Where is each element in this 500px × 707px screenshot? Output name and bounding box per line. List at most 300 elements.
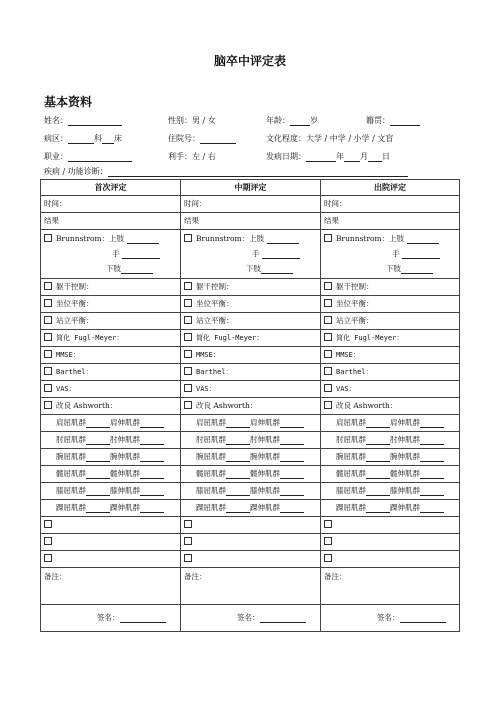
onset-date-field[interactable] (266, 152, 390, 162)
fill-blank[interactable] (420, 487, 444, 496)
form-title: 脑卒中评定表 (213, 54, 286, 68)
item-row-5-midterm-cell[interactable] (181, 364, 321, 381)
muscle-row-0-initial-cell[interactable] (41, 415, 181, 432)
item-row-4-initial-cell[interactable] (41, 347, 181, 364)
fill-blank[interactable] (366, 487, 390, 496)
muscle-row-1-midterm-cell[interactable] (181, 432, 321, 449)
brunnstrom-hand (324, 249, 459, 259)
fill-blank[interactable] (86, 487, 110, 496)
checkbox[interactable] (324, 234, 332, 242)
blank-row-0-midterm-cell[interactable] (181, 517, 321, 534)
fill-blank[interactable] (127, 235, 159, 244)
muscle-pair (324, 435, 444, 444)
blank-row-2-midterm-cell[interactable] (181, 551, 321, 568)
muscle-pair (184, 503, 304, 512)
occupation-blank[interactable] (68, 153, 132, 162)
occupation-label: 职业： (44, 152, 68, 161)
muscle-row-4 (41, 483, 460, 500)
fill-blank[interactable] (260, 614, 306, 623)
checkbox[interactable] (184, 367, 192, 375)
muscle-row-5-discharge-cell[interactable] (321, 500, 460, 517)
remark-row-midterm-cell[interactable] (181, 568, 321, 605)
item-row-2-initial-cell[interactable] (41, 313, 181, 330)
item-label: 坐位平衡： (336, 299, 374, 308)
item-row-2-midterm-cell[interactable] (181, 313, 321, 330)
extensor-label: 肩伸肌群 (390, 418, 420, 427)
item-row-1 (41, 296, 460, 313)
result-row-midterm-cell[interactable] (181, 213, 321, 230)
blank-row-0-discharge-cell[interactable] (321, 517, 460, 534)
checkbox[interactable] (44, 350, 52, 358)
brunnstrom-label: Brunnstrom：上肢 (196, 234, 265, 243)
item-row-7 (41, 398, 460, 415)
checkbox[interactable] (184, 350, 192, 358)
fill-blank[interactable] (280, 453, 304, 462)
checkbox[interactable] (44, 234, 52, 242)
muscle-row-2-midterm-cell[interactable] (181, 449, 321, 466)
checkbox[interactable] (184, 333, 192, 341)
ward-bed-blank[interactable] (102, 135, 114, 144)
checkbox[interactable] (184, 520, 192, 528)
flexor-label: 踝屈肌群 (56, 503, 86, 512)
flexor-label: 髋屈肌群 (56, 469, 86, 478)
muscle-row-1-discharge-cell[interactable] (321, 432, 460, 449)
remark-label: 备注： (44, 572, 67, 581)
brunnstrom-label: Brunnstrom：上肢 (336, 234, 405, 243)
fill-blank[interactable] (226, 436, 250, 445)
extensor-label: 肩伸肌群 (250, 418, 280, 427)
fill-blank[interactable] (140, 419, 164, 428)
muscle-pair (44, 435, 164, 444)
item-row-3-midterm-cell[interactable] (181, 330, 321, 347)
checkbox[interactable] (44, 299, 52, 307)
fill-blank[interactable] (366, 504, 390, 513)
item-label: 坐位平衡： (196, 299, 234, 308)
result-row-discharge-cell[interactable] (321, 213, 460, 230)
fill-blank[interactable] (401, 265, 433, 274)
muscle-row-1-initial-cell[interactable] (41, 432, 181, 449)
hand-label: 手 (392, 249, 400, 258)
checkbox[interactable] (184, 234, 192, 242)
muscle-row-2-initial-cell[interactable] (41, 449, 181, 466)
year-label: 年 (336, 152, 344, 161)
muscle-row-0-midterm-cell[interactable] (181, 415, 321, 432)
fill-blank[interactable] (86, 504, 110, 513)
fill-blank[interactable] (86, 453, 110, 462)
item-row-6-discharge-cell[interactable] (321, 381, 460, 398)
extensor-label: 肘伸肌群 (390, 435, 420, 444)
brunnstrom-hand (44, 249, 180, 259)
fill-blank[interactable] (280, 419, 304, 428)
day-label: 日 (382, 152, 390, 161)
blank-row-1-discharge-cell[interactable] (321, 534, 460, 551)
fill-blank[interactable] (400, 614, 446, 623)
item-label: MMSE： (56, 351, 80, 359)
extensor-label: 踝伸肌群 (390, 503, 420, 512)
time-row (41, 196, 460, 213)
brunnstrom-row-initial-cell[interactable] (41, 230, 181, 279)
hand-label: 手 (112, 249, 120, 258)
checkbox[interactable] (324, 537, 332, 545)
fill-blank[interactable] (420, 504, 444, 513)
age-field[interactable] (266, 116, 318, 126)
education-label: 文化程度：大学 / 中学 / 小学 / 文盲 (266, 134, 394, 143)
item-row-1-discharge-cell[interactable] (321, 296, 460, 313)
item-row-1-initial-cell[interactable] (41, 296, 181, 313)
sign-label: 签名： (97, 613, 120, 622)
item-label: 简化 Fugl-Meyer： (56, 334, 124, 342)
sign-label: 签名： (377, 613, 400, 622)
checkbox[interactable] (184, 299, 192, 307)
muscle-row-3-discharge-cell[interactable] (321, 466, 460, 483)
muscle-row-2-discharge-cell[interactable] (321, 449, 460, 466)
time-row-initial-cell[interactable] (41, 196, 181, 213)
onset-day-blank[interactable] (368, 153, 382, 162)
fill-blank[interactable] (262, 250, 300, 259)
extensor-label: 肘伸肌群 (250, 435, 280, 444)
ward-bed: 床 (114, 134, 122, 143)
muscle-pair (184, 452, 304, 461)
gender-label: 性别：男 / 女 (168, 116, 216, 125)
item-row-0-discharge-cell[interactable] (321, 279, 460, 296)
time-label: 时间： (324, 199, 347, 208)
fill-blank[interactable] (280, 436, 304, 445)
item-row-7-initial-cell[interactable] (41, 398, 181, 415)
checkbox[interactable] (324, 401, 332, 409)
checkbox[interactable] (44, 537, 52, 545)
extensor-label: 腕伸肌群 (250, 452, 280, 461)
lower-label: 下肢 (246, 264, 261, 273)
muscle-pair (44, 418, 164, 427)
blank-row-0-initial-cell[interactable] (41, 517, 181, 534)
fill-blank[interactable] (402, 250, 440, 259)
fill-blank[interactable] (420, 419, 444, 428)
item-label: 改良 Ashworth： (336, 401, 398, 410)
checkbox[interactable] (324, 316, 332, 324)
ward-dept: 科 (94, 134, 102, 143)
fill-blank[interactable] (140, 470, 164, 479)
item-row-2 (41, 313, 460, 330)
item-row-4-midterm-cell[interactable] (181, 347, 321, 364)
brunnstrom-upper (44, 234, 180, 244)
item-label: 躯干控制： (336, 282, 374, 291)
checkbox[interactable] (324, 299, 332, 307)
blank-row-0 (41, 517, 460, 534)
time-label: 时间： (44, 199, 67, 208)
item-label: 躯干控制： (56, 282, 94, 291)
flexor-label: 腕屈肌群 (196, 452, 226, 461)
fill-blank[interactable] (140, 436, 164, 445)
fill-blank[interactable] (280, 487, 304, 496)
muscle-row-4-discharge-cell[interactable] (321, 483, 460, 500)
header-initial: 首次评定 (41, 180, 181, 196)
muscle-pair (184, 486, 304, 495)
extensor-label: 肩伸肌群 (110, 418, 140, 427)
item-row-3-initial-cell[interactable] (41, 330, 181, 347)
item-label: MMSE： (336, 351, 360, 359)
checkbox[interactable] (44, 316, 52, 324)
fill-blank[interactable] (420, 453, 444, 462)
brunnstrom-upper (184, 234, 320, 244)
fill-blank[interactable] (86, 470, 110, 479)
extensor-label: 肘伸肌群 (110, 435, 140, 444)
fill-blank[interactable] (121, 265, 153, 274)
flexor-label: 踝屈肌群 (196, 503, 226, 512)
onset-label: 发病日期： (266, 152, 306, 161)
item-row-0-initial-cell[interactable] (41, 279, 181, 296)
blank-row-1-midterm-cell[interactable] (181, 534, 321, 551)
item-label: VAS： (336, 385, 356, 393)
admission-label: 住院号： (168, 134, 200, 143)
muscle-pair (184, 418, 304, 427)
fill-blank[interactable] (120, 614, 166, 623)
diagnosis-label: 疾病 / 功能诊断： (44, 167, 108, 176)
name-field[interactable] (44, 116, 122, 126)
name-label: 姓名： (44, 116, 68, 125)
sign-field[interactable] (324, 613, 459, 623)
fill-blank[interactable] (280, 504, 304, 513)
remark-row-initial-cell[interactable] (41, 568, 181, 605)
checkbox[interactable] (44, 554, 52, 562)
flexor-label: 肘屈肌群 (336, 435, 366, 444)
time-row-midterm-cell[interactable] (181, 196, 321, 213)
onset-month-blank[interactable] (344, 153, 360, 162)
muscle-row-2 (41, 449, 460, 466)
result-row-initial-cell[interactable] (41, 213, 181, 230)
checkbox[interactable] (44, 333, 52, 341)
brunnstrom-lower (324, 264, 459, 274)
muscle-pair (184, 435, 304, 444)
fill-blank[interactable] (140, 487, 164, 496)
fill-blank[interactable] (140, 504, 164, 513)
muscle-pair (324, 452, 444, 461)
age-unit: 岁 (310, 116, 318, 125)
extensor-label: 髋伸肌群 (390, 469, 420, 478)
ward-field[interactable] (44, 134, 122, 144)
item-row-5-initial-cell[interactable] (41, 364, 181, 381)
fill-blank[interactable] (407, 235, 439, 244)
muscle-pair (324, 486, 444, 495)
header-midterm: 中期评定 (181, 180, 321, 196)
item-row-6-initial-cell[interactable] (41, 381, 181, 398)
occupation-field[interactable] (44, 152, 132, 162)
muscle-row-4-midterm-cell[interactable] (181, 483, 321, 500)
item-row-0-midterm-cell[interactable] (181, 279, 321, 296)
item-label: VAS： (56, 385, 76, 393)
checkbox[interactable] (324, 384, 332, 392)
muscle-row-5-midterm-cell[interactable] (181, 500, 321, 517)
hand-label: 手 (252, 249, 260, 258)
blank-row-1-initial-cell[interactable] (41, 534, 181, 551)
fill-blank[interactable] (226, 504, 250, 513)
checkbox[interactable] (324, 350, 332, 358)
fill-blank[interactable] (226, 470, 250, 479)
remark-label: 备注： (184, 572, 207, 581)
checkbox[interactable] (324, 520, 332, 528)
fill-blank[interactable] (366, 453, 390, 462)
fill-blank[interactable] (280, 470, 304, 479)
assessment-table (40, 179, 460, 632)
lower-label: 下肢 (386, 264, 401, 273)
native-field[interactable] (366, 116, 420, 126)
diagnosis-field[interactable] (44, 167, 408, 177)
remark-row (41, 568, 460, 605)
blank-row-2-discharge-cell[interactable] (321, 551, 460, 568)
flexor-label: 腕屈肌群 (336, 452, 366, 461)
brunnstrom-row (41, 230, 460, 279)
extensor-label: 膝伸肌群 (390, 486, 420, 495)
item-row-4 (41, 347, 460, 364)
sign-field[interactable] (44, 613, 180, 623)
native-label: 籍贯： (366, 116, 390, 125)
ward-dept-blank[interactable] (68, 135, 94, 144)
onset-year-blank[interactable] (306, 153, 336, 162)
sign-row (41, 605, 460, 632)
result-label: 结果 (324, 216, 339, 225)
checkbox[interactable] (44, 401, 52, 409)
fill-blank[interactable] (366, 470, 390, 479)
checkbox[interactable] (184, 316, 192, 324)
item-row-5 (41, 364, 460, 381)
muscle-row-5-initial-cell[interactable] (41, 500, 181, 517)
item-row-3-discharge-cell[interactable] (321, 330, 460, 347)
checkbox[interactable] (44, 384, 52, 392)
age-blank[interactable] (290, 117, 310, 126)
remark-row-discharge-cell[interactable] (321, 568, 460, 605)
item-row-2-discharge-cell[interactable] (321, 313, 460, 330)
result-label: 结果 (44, 216, 59, 225)
item-row-7-midterm-cell[interactable] (181, 398, 321, 415)
item-row-7-discharge-cell[interactable] (321, 398, 460, 415)
checkbox[interactable] (324, 554, 332, 562)
blank-row-1 (41, 534, 460, 551)
item-label: 站立平衡： (196, 316, 234, 325)
remark-label: 备注： (324, 572, 347, 581)
item-label: 站立平衡： (336, 316, 374, 325)
extensor-label: 膝伸肌群 (250, 486, 280, 495)
checkbox[interactable] (44, 520, 52, 528)
lower-label: 下肢 (106, 264, 121, 273)
item-row-4-discharge-cell[interactable] (321, 347, 460, 364)
brunnstrom-upper (324, 234, 459, 244)
muscle-pair (324, 503, 444, 512)
flexor-label: 髋屈肌群 (336, 469, 366, 478)
item-label: 改良 Ashworth： (56, 401, 118, 410)
diagnosis-blank[interactable] (108, 168, 408, 177)
item-row-6-midterm-cell[interactable] (181, 381, 321, 398)
extensor-label: 膝伸肌群 (110, 486, 140, 495)
muscle-row-3 (41, 466, 460, 483)
sign-row-discharge-cell[interactable] (321, 605, 460, 632)
name-blank[interactable] (68, 117, 122, 126)
fill-blank[interactable] (226, 487, 250, 496)
checkbox[interactable] (184, 384, 192, 392)
muscle-row-1 (41, 432, 460, 449)
item-row-1-midterm-cell[interactable] (181, 296, 321, 313)
brunnstrom-row-discharge-cell[interactable] (321, 230, 460, 279)
item-label: 改良 Ashworth： (196, 401, 258, 410)
time-row-discharge-cell[interactable] (321, 196, 460, 213)
fill-blank[interactable] (366, 436, 390, 445)
muscle-pair (44, 469, 164, 478)
fill-blank[interactable] (420, 436, 444, 445)
item-label: 站立平衡： (56, 316, 94, 325)
muscle-row-0-discharge-cell[interactable] (321, 415, 460, 432)
brunnstrom-label: Brunnstrom：上肢 (56, 234, 125, 243)
muscle-row-4-initial-cell[interactable] (41, 483, 181, 500)
sign-row-initial-cell[interactable] (41, 605, 181, 632)
flexor-label: 肩屈肌群 (336, 418, 366, 427)
brunnstrom-lower (184, 264, 320, 274)
extensor-label: 髋伸肌群 (250, 469, 280, 478)
checkbox[interactable] (324, 282, 332, 290)
checkbox[interactable] (184, 282, 192, 290)
fill-blank[interactable] (420, 470, 444, 479)
brunnstrom-row-midterm-cell[interactable] (181, 230, 321, 279)
checkbox[interactable] (184, 401, 192, 409)
checkbox[interactable] (44, 282, 52, 290)
muscle-pair (184, 469, 304, 478)
checkbox[interactable] (184, 554, 192, 562)
result-label: 结果 (184, 216, 199, 225)
checkbox[interactable] (44, 367, 52, 375)
admission-blank[interactable] (200, 135, 236, 144)
fill-blank[interactable] (86, 436, 110, 445)
time-label: 时间： (184, 199, 207, 208)
fill-blank[interactable] (86, 419, 110, 428)
flexor-label: 膝屈肌群 (336, 486, 366, 495)
fill-blank[interactable] (226, 453, 250, 462)
extensor-label: 髋伸肌群 (110, 469, 140, 478)
item-label: Barthel： (196, 368, 233, 376)
checkbox[interactable] (324, 333, 332, 341)
flexor-label: 肩屈肌群 (56, 418, 86, 427)
sign-label: 签名： (237, 613, 260, 622)
item-row-0 (41, 279, 460, 296)
muscle-row-0 (41, 415, 460, 432)
extensor-label: 踝伸肌群 (110, 503, 140, 512)
blank-row-2 (41, 551, 460, 568)
checkbox[interactable] (324, 367, 332, 375)
ward-label: 病区： (44, 134, 68, 143)
brunnstrom-hand (184, 249, 320, 259)
result-row (41, 213, 460, 230)
fill-blank[interactable] (267, 235, 299, 244)
fill-blank[interactable] (261, 265, 293, 274)
muscle-row-3-initial-cell[interactable] (41, 466, 181, 483)
blank-row-2-initial-cell[interactable] (41, 551, 181, 568)
native-blank[interactable] (390, 117, 420, 126)
muscle-row-3-midterm-cell[interactable] (181, 466, 321, 483)
item-label: VAS： (196, 385, 216, 393)
age-label: 年龄： (266, 116, 290, 125)
flexor-label: 肩屈肌群 (196, 418, 226, 427)
flexor-label: 髋屈肌群 (196, 469, 226, 478)
checkbox[interactable] (184, 537, 192, 545)
sign-row-midterm-cell[interactable] (181, 605, 321, 632)
flexor-label: 肘屈肌群 (56, 435, 86, 444)
fill-blank[interactable] (122, 250, 160, 259)
item-row-5-discharge-cell[interactable] (321, 364, 460, 381)
fill-blank[interactable] (366, 419, 390, 428)
fill-blank[interactable] (140, 453, 164, 462)
flexor-label: 膝屈肌群 (196, 486, 226, 495)
item-row-6 (41, 381, 460, 398)
item-label: MMSE： (196, 351, 220, 359)
sign-field[interactable] (184, 613, 320, 623)
fill-blank[interactable] (226, 419, 250, 428)
admission-field[interactable] (168, 134, 236, 144)
